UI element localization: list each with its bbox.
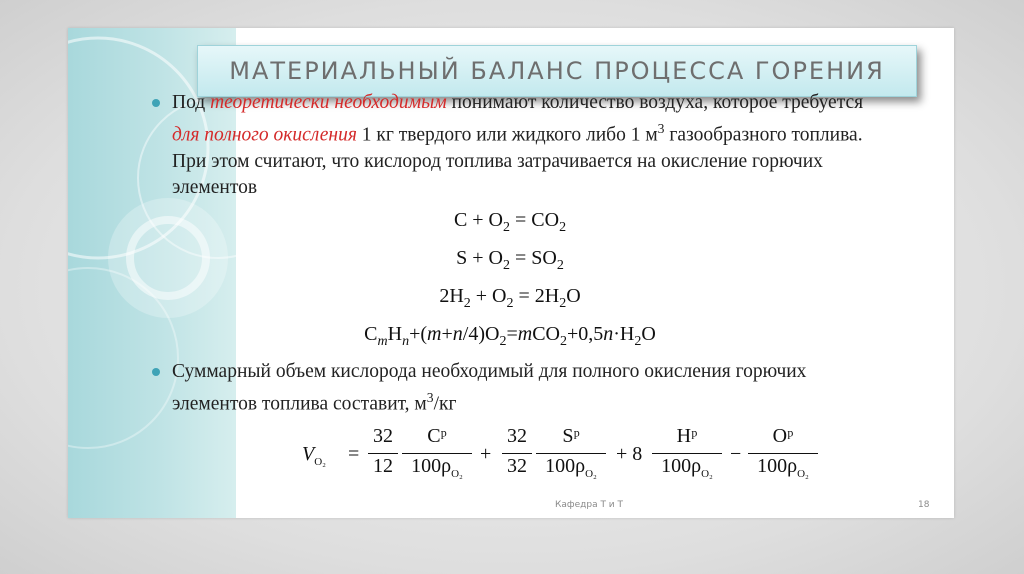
term2-coef-den: 32 — [507, 455, 527, 477]
term2-den: $100\rho_{O_2}$ — [545, 455, 597, 480]
text-segment: понимают количество воздуха, которое требуется — [446, 92, 864, 113]
formula-lhs: $V_{O_2}$ — [302, 443, 326, 468]
oxygen-volume-formula — [236, 425, 809, 485]
equation-sulfur: $S + O_2 = SO_2$ — [456, 246, 564, 273]
text-segment: газообразного топлива. При этом считают, что кислород топлива затрачивается на окисление горючих элементов — [172, 124, 863, 198]
text-segment: /кг — [433, 393, 457, 414]
term4-num: Oᵖ — [772, 425, 794, 447]
bullet-oxygen-volume — [150, 359, 870, 418]
plus-eight: + 8 — [616, 443, 643, 465]
footer-department: Кафедра Т и Т — [555, 500, 624, 510]
term1-num: Cᵖ — [427, 425, 447, 447]
equals-sign: = — [348, 443, 360, 465]
minus-sign: − — [730, 443, 742, 465]
term3-den: $100\rho_{O_2}$ — [661, 455, 713, 480]
highlight-term: для полного окисления — [172, 124, 357, 146]
superscript: 3 — [657, 121, 665, 136]
text-segment: Суммарный объем кислорода необходимый для полного окисления горючих элементов топлива составит, м — [172, 360, 807, 414]
slide-content — [150, 90, 870, 417]
term2-num: Sᵖ — [562, 425, 580, 447]
term1-den: $100\rho_{O_2}$ — [411, 455, 463, 480]
term2-coef-num: 32 — [507, 425, 527, 447]
superscript: 3 — [426, 389, 434, 405]
plus-sign: + — [480, 443, 492, 465]
term4-den: $100\rho_{O_2}$ — [757, 455, 809, 480]
text-segment: 1 кг твердого или жидкого либо 1 м — [356, 124, 658, 146]
term1-coef-den: 12 — [373, 455, 393, 477]
equation-carbon: $C + O_2 = CO_2$ — [453, 208, 567, 235]
page-number: 18 — [918, 500, 930, 510]
bullet-icon — [152, 368, 160, 376]
slide-title: МАТЕРИАЛЬНЫЙ БАЛАНС ПРОЦЕССА ГОРЕНИЯ — [229, 57, 885, 85]
term1-coef-num: 32 — [373, 425, 393, 447]
equations-block — [150, 205, 870, 357]
highlight-term: теоретически необходимым — [210, 92, 447, 113]
bullet-icon — [152, 99, 160, 107]
equation-hydrogen: $2H_2 + O_2 = 2H_2O$ — [439, 284, 581, 311]
text-segment: Под — [172, 92, 211, 113]
term3-num: Hᵖ — [676, 425, 698, 447]
bullet-definition — [150, 90, 870, 201]
equation-hydrocarbon: $C_mH_n+(m+n/4)O_2=mCO_2+0,5n\cdot H_2O$ — [364, 322, 656, 349]
